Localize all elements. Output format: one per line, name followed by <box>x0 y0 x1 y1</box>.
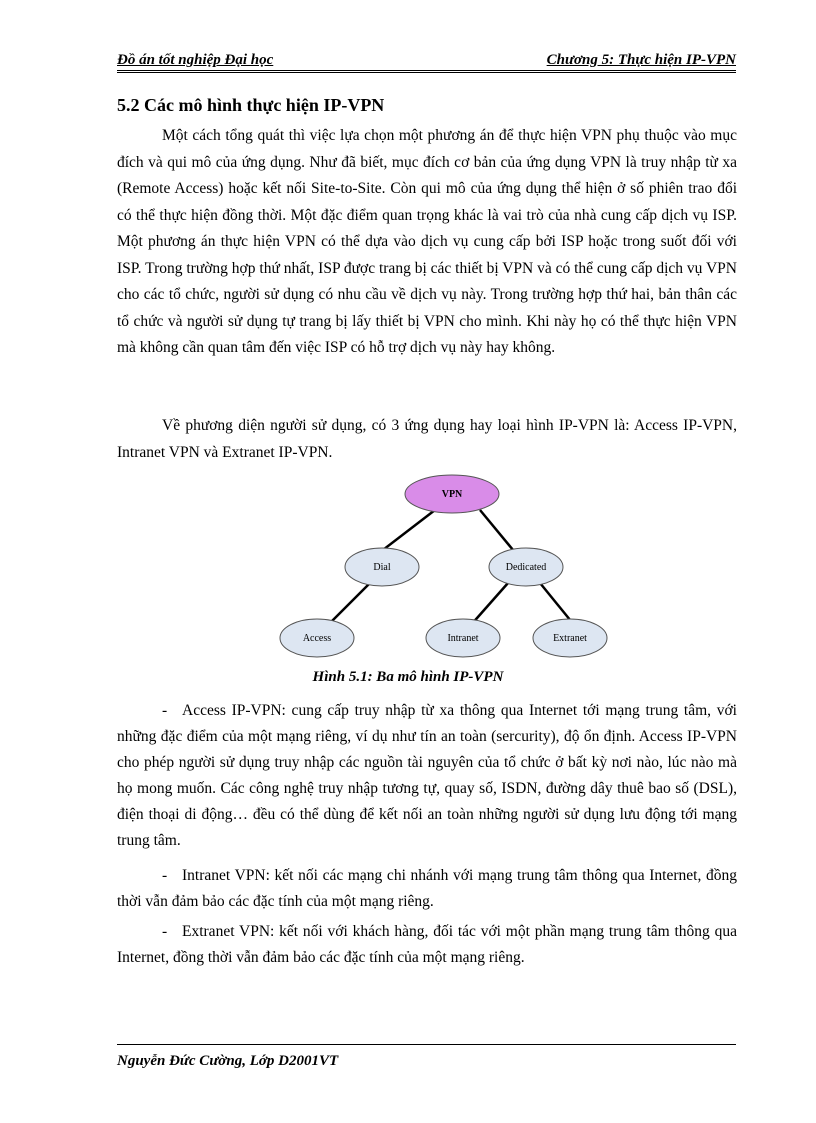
header-rule <box>117 70 736 73</box>
header-chapter-title: Chương 5: Thực hiện IP-VPN <box>546 52 736 68</box>
node-dial-label: Dial <box>373 562 391 573</box>
bullet-extranet-vpn <box>117 919 737 971</box>
bullet-access-ip-vpn <box>117 698 737 854</box>
vpn-tree-svg <box>270 470 610 665</box>
footer-rule <box>117 1044 736 1045</box>
paragraph-user-perspective: Về phương diện người sử dụng, có 3 ứng dụng hay loại hình IP-VPN là: Access IP-VPN, Intranet VPN và Extranet IP-VPN. <box>117 417 737 461</box>
page-header <box>117 52 736 72</box>
node-access-label: Access <box>302 633 332 644</box>
bullet-text: Extranet VPN: kết nối với khách hàng, đối tác với một phần mạng trung tâm thông qua Internet, đồng thời vẫn đảm bảo các đặc tính của một mạng riêng. <box>117 923 737 966</box>
bullet-text: Access IP-VPN: cung cấp truy nhập từ xa thông qua Internet tới mạng trung tâm, với những đặc điểm của một mạng riêng, ví dụ như tín an toàn (sercurity), độ ổn định. Access IP-VPN cho phép người sử dụng truy nhập các nguồn tài nguyên của tổ chức ở bất kỳ nơi nào, lúc nào mà họ mong muốn. Các công nghệ truy nhập tương tự, quay số, ISDN, đường dây thuê bao số (DSL), điện thoại di động… đều có thể dùng để kết nối an toàn những người sử dụng lưu động tới mạng trung tâm. <box>117 702 737 849</box>
header-document-title: Đồ án tốt nghiệp Đại học <box>117 52 274 68</box>
figure-caption: Hình 5.1: Ba mô hình IP-VPN <box>312 669 504 685</box>
paragraph-intro: Một cách tổng quát thì việc lựa chọn một phương án để thực hiện VPN phụ thuộc vào mục đích và qui mô của ứng dụng. Như đã biết, mục đích cơ bản của ứng dụng VPN là truy nhập từ xa (Remote Access) hoặc kết nối Site-to-Site. Còn qui mô của ứng dụng thể hiện ở số phiên trao đổi có thể thực hiện đồng thời. Một đặc điểm quan trọng khác là vai trò của nhà cung cấp dịch vụ ISP. Một phương án thực hiện VPN có thể dựa vào dịch vụ cung cấp bởi ISP hoặc trong suốt đối với ISP. Trong trường hợp thứ nhất, ISP được trang bị các thiết bị VPN và có thể cung cấp dịch vụ VPN cho các tổ chức, người sử dụng có nhu cầu về dịch vụ này. Trong trường hợp thứ hai, bản thân các tổ chức và người sử dụng tự trang bị lấy thiết bị VPN cho mình. Khi này họ có thể thực hiện VPN mà không cần quan tâm đến việc ISP có hỗ trợ dịch vụ này hay không. <box>117 127 737 356</box>
section-title: 5.2 Các mô hình thực hiện IP-VPN <box>117 95 385 115</box>
edge-dedicated-intranet <box>470 583 508 626</box>
vpn-model-diagram <box>270 470 610 665</box>
page-footer: Nguyễn Đức Cường, Lớp D2001VT <box>117 1053 339 1069</box>
bullet-text: Intranet VPN: kết nối các mạng chi nhánh với mạng trung tâm thông qua Internet, đồng thời vẫn đảm bảo các đặc tính của một mạng riêng. <box>117 867 737 910</box>
bullet-marker: - <box>162 867 168 884</box>
bullet-marker: - <box>162 923 168 940</box>
bullet-intranet-vpn <box>117 863 737 915</box>
node-vpn-label: VPN <box>441 489 463 500</box>
bullet-marker: - <box>162 702 168 719</box>
node-extranet-label: Extranet <box>553 633 587 644</box>
node-dedicated-label: Dedicated <box>505 562 547 573</box>
node-intranet-label: Intranet <box>447 633 479 644</box>
